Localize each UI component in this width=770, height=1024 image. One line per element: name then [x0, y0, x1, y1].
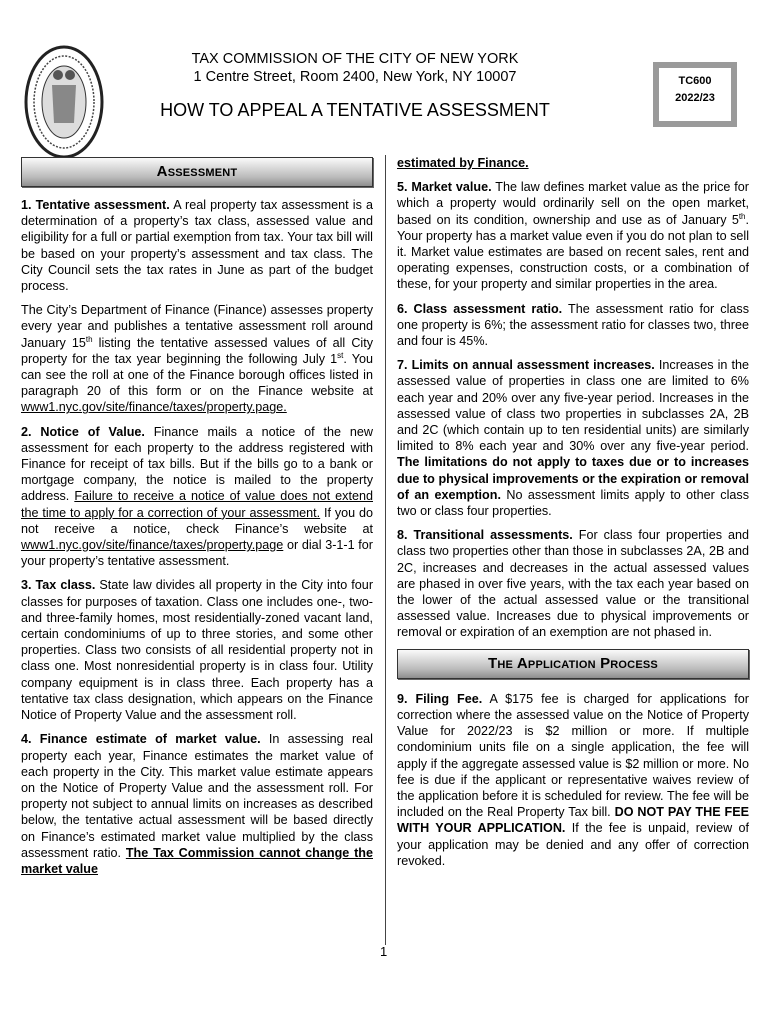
page-title: HOW TO APPEAL A TENTATIVE ASSESSMENT — [160, 100, 550, 120]
text-run: listing the tentative assessed values of all City property for the tax year beginning the following July 1 — [21, 335, 374, 366]
paragraph — [21, 577, 373, 723]
text-run: If you do not receive a notice, check Finance’s website at — [21, 505, 374, 536]
text-run: st — [337, 350, 344, 360]
org-address: 1 Centre Street, Room 2400, New York, NY 10007 — [193, 69, 517, 85]
right-column — [397, 155, 749, 877]
nyc-seal-logo — [24, 45, 104, 160]
website-link[interactable]: www1.nyc.gov/site/finance/taxes/property.page. — [21, 400, 287, 415]
text-run: th — [738, 211, 746, 221]
bold-text: 4. Finance estimate of market value. — [21, 732, 261, 747]
bold-text: 6. Class assessment ratio. — [397, 301, 563, 316]
bold-text: 2. Notice of Value. — [21, 424, 145, 439]
column-divider — [385, 155, 386, 945]
text-run: In assessing real property each year, Finance estimates the market value of each property in the City. This market value estimate appears on the Notice of Property Value and the assessment roll. For property not subject to annual limits on increases as described below, the tentative actual assessment will be based directly on Finance’s estimated market value multiplied by the class assessment ratio. — [21, 732, 373, 860]
text-run: For class four properties and class two properties other than those in subclasses 2A, 2B and 2C, increases and decreases in the actual assessed values are phased in over five years, with the tax each year based on the lower of the actual assessed value or the transitional assessed value. Increases due to physical improvements or removal or expiration of an exemption are not phased in. — [397, 528, 750, 640]
org-name: TAX COMMISSION OF THE CITY OF NEW YORK — [191, 51, 519, 67]
paragraph — [21, 302, 373, 415]
text-run: State law divides all property in the City into four classes for purposes of taxation. Class one includes one-, two- and three-family homes, most residentially-zoned vacant land, certain condominiums of up to three stories, and some other properties. Class two consists of all residential property not in class one. Most nonresidential property is in class four. Utility company equipment is in class three. Each property has a tentative tax class designation, which appears on the Finance Notice of Property Value and the assessment roll. — [21, 578, 374, 723]
text-run: No assessment limits apply to other class two or class four properties. — [397, 487, 750, 519]
website-link[interactable]: www1.nyc.gov/site/finance/taxes/property.page — [21, 538, 284, 553]
text-run: or dial 3-1-1 for your property’s tentative assessment. — [21, 538, 373, 569]
paragraph — [397, 179, 749, 292]
paragraph-group — [397, 691, 749, 869]
bold-text: 1. Tentative assessment. — [21, 198, 170, 212]
form-id-box — [653, 62, 737, 127]
text-run: The law defines market value as the price for which a property would ordinarily sell on the open market, based on its condition, ownership and use as of January 5 — [397, 180, 749, 227]
paragraph — [397, 155, 749, 171]
bold-text: 8. Transitional assessments. — [397, 528, 573, 543]
bold-text: 9. Filing Fee. — [397, 691, 483, 706]
paragraph — [397, 357, 749, 519]
form-year: 2022/23 — [675, 92, 715, 104]
paragraph — [397, 527, 749, 640]
text-run: Failure to receive a notice of value does not extend the time to apply for a correction of your assessment. — [21, 489, 373, 520]
paragraph — [21, 731, 373, 877]
text-run: Increases in the assessed value of properties in class one are limited to 6% each year and 20% over any five-year period. Increases in the assessed value of class two properties in subclasses 2A, 2B and 2C (which contain up to ten residential units) are similarly limited to 8% each year and 30% over any five-year period. — [397, 358, 750, 454]
form-id: TC600 — [678, 75, 712, 87]
bold-text: estimated by Finance. — [397, 156, 529, 170]
paragraph — [397, 301, 749, 350]
paragraph — [21, 197, 373, 294]
bold-text: 3. Tax class. — [21, 578, 96, 593]
bold-text: The Tax Commission cannot change the market value — [21, 845, 373, 876]
paragraph — [21, 424, 373, 570]
left-column — [21, 157, 373, 885]
text-run: A real property tax assessment is a determination of a property’s tax class, assessed value and eligibility for a full or partial exemption from tax. Your tax bill will be based on your property’s assessment and tax class. The City Council sets the tax rates in June as part of the budget process. — [21, 198, 374, 294]
text-run: . You can see the roll at one of the Finance borough offices listed in paragraph 20 of this form or on the Finance website at — [21, 351, 373, 399]
section-header-assessment: Assessment — [21, 157, 373, 187]
bold-text: The limitations do not apply to taxes due or to increases due to physical improvements or the expiration or removal of an exemption. — [397, 455, 749, 502]
bold-text: 5. Market value. — [397, 180, 492, 195]
text-run: If the fee is unpaid, review of your application may be denied and any offer of correction revoked. — [397, 821, 749, 868]
paragraph-group — [21, 197, 373, 877]
section-header-application-process: The Application Process — [397, 649, 749, 679]
text-run: . Your property has a market value even if you do not plan to sell it. Market value estimates are based on recent sales, rent and operating expenses, construction costs, or a combination of these, for your property and similar properties in the area. — [397, 212, 749, 292]
bold-text: DO NOT PAY THE FEE WITH YOUR APPLICATION. — [397, 805, 749, 836]
text-run: Finance mails a notice of the new assessment for each property to the address registered with Finance for receipt of tax bills. But if the bills go to a bank or mortgage company, the notice is mailed to the property address. — [21, 424, 373, 504]
page-number: 1 — [380, 944, 388, 959]
text-run: A $175 fee is charged for applications for correction where the assessed value on the Notice of Property Value for 2022/23 is $2 million or more. If multiple condominium units file on a single application, the fee will apply if the aggregate assessed value is $2 million or more. No fee is due if the applicant or representative waives review of the application before it is scheduled for review. The fee will be included on the Real Property Tax bill. — [397, 691, 749, 820]
text-run: th — [85, 334, 93, 344]
paragraph-group — [397, 155, 749, 641]
bold-text: 7. Limits on annual assessment increases. — [397, 358, 655, 373]
header-org — [120, 50, 590, 86]
text-run: The assessment ratio for class one property is 6%; the assessment ratio for classes two, three and four is 45%. — [397, 301, 749, 349]
paragraph — [397, 691, 749, 869]
text-run: The City’s Department of Finance (Finance) assesses property every year and publishes a tentative assessment roll around January 15 — [21, 303, 373, 350]
